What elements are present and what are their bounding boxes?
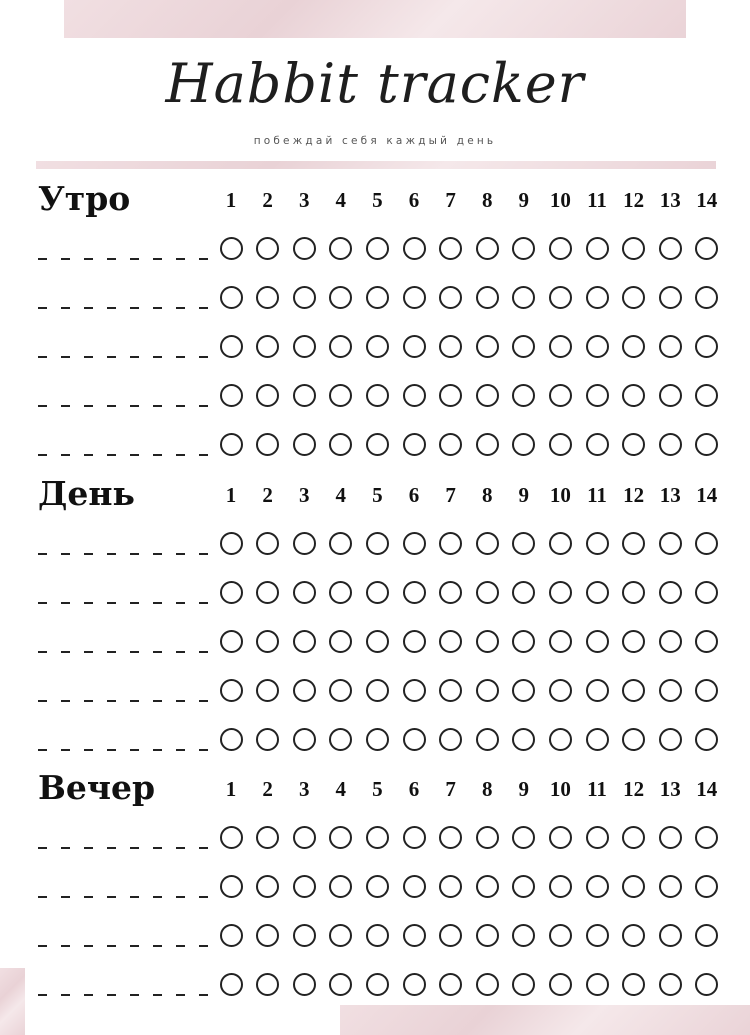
day-number: 7 [445,483,456,507]
habit-check-circle[interactable] [293,826,316,849]
day-number: 14 [696,188,718,212]
habit-name-blank[interactable] [38,896,208,898]
habit-check-circle[interactable] [695,973,718,996]
day-number: 2 [262,483,273,507]
habit-check-circle[interactable] [476,875,499,898]
habit-check-circle[interactable] [549,826,572,849]
habit-check-circle[interactable] [549,237,572,260]
pink-decor-top [64,0,686,38]
habit-check-circle[interactable] [476,826,499,849]
habit-check-circle[interactable] [512,335,535,358]
habit-check-circle[interactable] [329,679,352,702]
habit-check-circle[interactable] [366,875,389,898]
habit-check-circle[interactable] [220,433,243,456]
habit-check-circle[interactable] [476,286,499,309]
day-number: 10 [549,188,571,212]
day-number: 2 [262,188,273,212]
habit-check-circle[interactable] [329,973,352,996]
habit-check-circle[interactable] [220,679,243,702]
habit-check-circle[interactable] [256,630,279,653]
habit-check-circle[interactable] [439,335,462,358]
habit-check-circle[interactable] [586,286,609,309]
habit-check-circle[interactable] [512,679,535,702]
habit-check-circle[interactable] [659,924,682,947]
habit-check-circle[interactable] [439,924,462,947]
habit-check-circle[interactable] [476,973,499,996]
habit-check-circle[interactable] [549,973,572,996]
habit-check-circle[interactable] [549,630,572,653]
habit-check-circle[interactable] [549,924,572,947]
habit-check-circle[interactable] [622,335,645,358]
habit-name-blank[interactable] [38,553,208,555]
day-number: 9 [518,777,530,801]
habit-check-circle[interactable] [476,335,499,358]
habit-check-circle[interactable] [256,679,279,702]
habit-check-circle[interactable] [695,433,718,456]
habit-check-circle[interactable] [549,384,572,407]
habit-check-circle[interactable] [622,826,645,849]
habit-check-circle[interactable] [403,630,426,653]
day-number: 3 [298,777,310,801]
habit-check-circle[interactable] [293,728,316,751]
habit-check-circle[interactable] [220,335,243,358]
habit-check-circle[interactable] [403,581,426,604]
habit-check-circle[interactable] [256,384,279,407]
day-number: 4 [335,483,347,507]
habit-check-circle[interactable] [512,924,535,947]
habit-check-circle[interactable] [329,875,352,898]
habit-check-circle[interactable] [403,826,426,849]
habit-check-circle[interactable] [439,728,462,751]
habit-check-circle[interactable] [403,532,426,555]
habit-check-circle[interactable] [293,581,316,604]
habit-check-circle[interactable] [293,924,316,947]
habit-check-circle[interactable] [476,237,499,260]
habit-check-circle[interactable] [329,433,352,456]
habit-check-circle[interactable] [329,237,352,260]
day-number: 11 [587,483,607,507]
habit-check-circle[interactable] [439,826,462,849]
habit-name-blank[interactable] [38,749,208,751]
day-number: 9 [518,483,530,507]
habit-check-circle[interactable] [329,384,352,407]
habit-check-circle[interactable] [366,826,389,849]
habit-check-circle[interactable] [695,384,718,407]
day-number: 13 [659,777,681,801]
day-number: 1 [225,483,237,507]
habit-check-circle[interactable] [293,679,316,702]
habit-check-circle[interactable] [403,924,426,947]
habit-check-circle[interactable] [622,875,645,898]
habit-check-circle[interactable] [622,384,645,407]
habit-check-circle[interactable] [329,728,352,751]
habit-check-circle[interactable] [622,237,645,260]
habit-check-circle[interactable] [293,973,316,996]
habit-check-circle[interactable] [366,973,389,996]
habit-check-circle[interactable] [256,973,279,996]
habit-check-circle[interactable] [659,973,682,996]
habit-check-circle[interactable] [549,679,572,702]
habit-check-circle[interactable] [659,286,682,309]
day-number: 14 [696,483,718,507]
habit-check-circle[interactable] [512,630,535,653]
day-number: 2 [262,777,273,801]
habit-check-circle[interactable] [220,286,243,309]
day-number: 10 [549,777,571,801]
habit-check-circle[interactable] [329,924,352,947]
day-number: 11 [587,777,607,801]
habit-check-circle[interactable] [659,875,682,898]
habit-check-circle[interactable] [622,630,645,653]
habit-check-circle[interactable] [622,679,645,702]
habit-check-circle[interactable] [622,532,645,555]
habit-check-circle[interactable] [329,532,352,555]
day-number: 13 [659,188,681,212]
habit-check-circle[interactable] [659,630,682,653]
habit-check-circle[interactable] [220,581,243,604]
habit-check-circle[interactable] [366,335,389,358]
habit-check-circle[interactable] [695,237,718,260]
habit-check-circle[interactable] [476,924,499,947]
habit-name-blank[interactable] [38,356,208,358]
habit-check-circle[interactable] [220,924,243,947]
pink-decor-bottom [340,1005,750,1035]
habit-name-blank[interactable] [38,307,208,309]
day-number: 5 [372,188,383,212]
habit-check-circle[interactable] [586,581,609,604]
habit-check-circle[interactable] [439,433,462,456]
habit-check-circle[interactable] [256,875,279,898]
habit-check-circle[interactable] [220,237,243,260]
habit-name-blank[interactable] [38,700,208,702]
habit-check-circle[interactable] [403,728,426,751]
habit-check-circle[interactable] [586,335,609,358]
habit-check-circle[interactable] [476,679,499,702]
habit-check-circle[interactable] [366,237,389,260]
habit-check-circle[interactable] [403,973,426,996]
day-number: 5 [372,483,383,507]
habit-check-circle[interactable] [256,826,279,849]
habit-check-circle[interactable] [586,728,609,751]
habit-name-blank[interactable] [38,651,208,653]
habit-check-circle[interactable] [293,532,316,555]
habit-check-circle[interactable] [512,286,535,309]
habit-check-circle[interactable] [220,973,243,996]
habit-check-circle[interactable] [622,581,645,604]
habit-check-circle[interactable] [695,924,718,947]
habit-check-circle[interactable] [293,335,316,358]
habit-check-circle[interactable] [659,532,682,555]
habit-check-circle[interactable] [586,875,609,898]
habit-check-circle[interactable] [366,630,389,653]
section-title: День [38,474,135,513]
day-number: 8 [481,483,493,507]
day-number: 13 [659,483,681,507]
habit-check-circle[interactable] [256,237,279,260]
day-number: 6 [408,188,420,212]
habit-check-circle[interactable] [586,973,609,996]
habit-check-circle[interactable] [256,335,279,358]
habit-check-circle[interactable] [586,630,609,653]
habit-check-circle[interactable] [293,286,316,309]
day-number: 8 [481,777,493,801]
habit-check-circle[interactable] [659,826,682,849]
habit-check-circle[interactable] [549,875,572,898]
pink-divider-band [36,161,716,169]
habit-check-circle[interactable] [220,384,243,407]
habit-check-circle[interactable] [293,875,316,898]
pink-decor-left [0,968,25,1035]
habit-check-circle[interactable] [512,581,535,604]
habit-check-circle[interactable] [586,384,609,407]
habit-check-circle[interactable] [695,679,718,702]
habit-check-circle[interactable] [476,433,499,456]
habit-check-circle[interactable] [512,384,535,407]
habit-check-circle[interactable] [695,532,718,555]
habit-check-circle[interactable] [329,630,352,653]
habit-check-circle[interactable] [695,728,718,751]
section-title: Утро [38,179,131,218]
habit-check-circle[interactable] [622,973,645,996]
habit-name-blank[interactable] [38,602,208,604]
day-number: 12 [623,483,645,507]
habit-check-circle[interactable] [695,286,718,309]
habit-check-circle[interactable] [256,532,279,555]
habit-check-circle[interactable] [439,237,462,260]
habit-check-circle[interactable] [256,728,279,751]
habit-check-circle[interactable] [366,679,389,702]
habit-check-circle[interactable] [220,826,243,849]
habit-check-circle[interactable] [366,532,389,555]
habit-check-circle[interactable] [659,679,682,702]
habit-check-circle[interactable] [366,581,389,604]
habit-check-circle[interactable] [403,433,426,456]
habit-check-circle[interactable] [512,237,535,260]
habit-check-circle[interactable] [403,679,426,702]
habit-name-blank[interactable] [38,405,208,407]
habit-check-circle[interactable] [293,384,316,407]
habit-check-circle[interactable] [586,532,609,555]
habit-check-circle[interactable] [586,433,609,456]
habit-check-circle[interactable] [476,581,499,604]
day-number: 7 [445,188,456,212]
habit-check-circle[interactable] [329,335,352,358]
habit-check-circle[interactable] [659,384,682,407]
habit-check-circle[interactable] [256,286,279,309]
habit-check-circle[interactable] [293,237,316,260]
habit-check-circle[interactable] [366,433,389,456]
habit-check-circle[interactable] [439,384,462,407]
habit-check-circle[interactable] [403,286,426,309]
habit-check-circle[interactable] [586,924,609,947]
day-number: 6 [408,483,420,507]
habit-check-circle[interactable] [220,630,243,653]
habit-check-circle[interactable] [403,237,426,260]
habit-check-circle[interactable] [695,335,718,358]
habit-check-circle[interactable] [220,875,243,898]
habit-check-circle[interactable] [366,728,389,751]
habit-name-blank[interactable] [38,945,208,947]
habit-check-circle[interactable] [403,384,426,407]
habit-name-blank[interactable] [38,258,208,260]
section-title: Вечер [38,768,156,807]
day-number: 4 [335,188,347,212]
habit-check-circle[interactable] [549,581,572,604]
day-number: 1 [225,188,237,212]
habit-check-circle[interactable] [439,630,462,653]
day-number: 11 [587,188,607,212]
habit-check-circle[interactable] [476,532,499,555]
habit-check-circle[interactable] [220,532,243,555]
day-number: 6 [408,777,420,801]
habit-check-circle[interactable] [293,630,316,653]
day-number: 14 [696,777,718,801]
habit-check-circle[interactable] [439,532,462,555]
habit-check-circle[interactable] [549,286,572,309]
day-number: 4 [335,777,347,801]
day-number: 5 [372,777,383,801]
habit-check-circle[interactable] [549,433,572,456]
habit-check-circle[interactable] [512,532,535,555]
habit-check-circle[interactable] [439,875,462,898]
habit-check-circle[interactable] [366,384,389,407]
page-subtitle: побеждай себя каждый день [253,135,497,147]
habit-check-circle[interactable] [256,581,279,604]
habit-check-circle[interactable] [695,875,718,898]
habit-check-circle[interactable] [439,286,462,309]
habit-check-circle[interactable] [220,728,243,751]
habit-check-circle[interactable] [476,630,499,653]
habit-check-circle[interactable] [476,384,499,407]
habit-check-circle[interactable] [293,433,316,456]
habit-check-circle[interactable] [329,286,352,309]
habit-check-circle[interactable] [659,728,682,751]
habit-check-circle[interactable] [476,728,499,751]
day-number: 8 [481,188,493,212]
habit-check-circle[interactable] [659,237,682,260]
habit-check-circle[interactable] [512,728,535,751]
habit-check-circle[interactable] [403,875,426,898]
habit-check-circle[interactable] [512,433,535,456]
day-number: 12 [623,188,645,212]
day-number: 9 [518,188,530,212]
habit-check-circle[interactable] [695,826,718,849]
day-number: 10 [549,483,571,507]
habit-check-circle[interactable] [659,433,682,456]
habit-check-circle[interactable] [586,679,609,702]
habit-check-circle[interactable] [439,973,462,996]
habit-check-circle[interactable] [512,973,535,996]
habit-check-circle[interactable] [695,581,718,604]
habit-check-circle[interactable] [329,581,352,604]
habit-check-circle[interactable] [439,679,462,702]
habit-name-blank[interactable] [38,847,208,849]
habit-check-circle[interactable] [403,335,426,358]
habit-check-circle[interactable] [622,433,645,456]
habit-check-circle[interactable] [549,335,572,358]
habit-check-circle[interactable] [622,286,645,309]
habit-check-circle[interactable] [622,728,645,751]
habit-check-circle[interactable] [586,237,609,260]
habit-check-circle[interactable] [329,826,352,849]
habit-check-circle[interactable] [512,826,535,849]
habit-check-circle[interactable] [256,924,279,947]
habit-check-circle[interactable] [659,335,682,358]
habit-check-circle[interactable] [549,728,572,751]
habit-check-circle[interactable] [659,581,682,604]
day-number: 3 [298,188,310,212]
habit-name-blank[interactable] [38,994,208,996]
habit-check-circle[interactable] [366,924,389,947]
habit-check-circle[interactable] [256,433,279,456]
habit-check-circle[interactable] [695,630,718,653]
habit-check-circle[interactable] [549,532,572,555]
day-number: 7 [445,777,456,801]
habit-check-circle[interactable] [622,924,645,947]
habit-name-blank[interactable] [38,454,208,456]
day-number: 1 [225,777,237,801]
page-title: Habbit tracker [165,52,585,115]
habit-check-circle[interactable] [586,826,609,849]
day-number: 12 [623,777,645,801]
habit-check-circle[interactable] [439,581,462,604]
habit-check-circle[interactable] [366,286,389,309]
day-number: 3 [298,483,310,507]
habit-check-circle[interactable] [512,875,535,898]
